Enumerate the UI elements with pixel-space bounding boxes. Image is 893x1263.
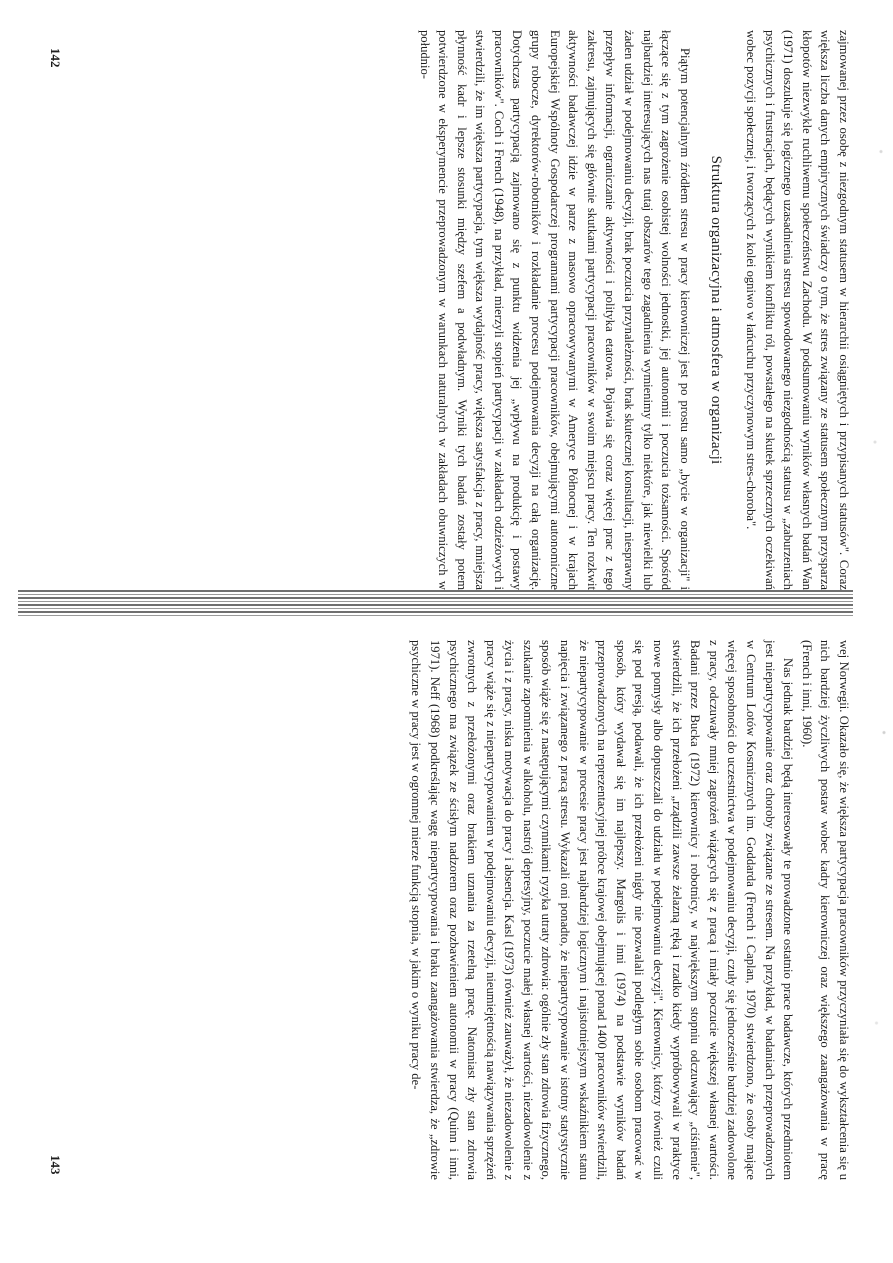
right-page — [407, 640, 853, 1180]
left-page-number: 142 — [48, 48, 63, 68]
right-page-number: 143 — [48, 1155, 63, 1175]
right-page-paragraph-2: Nas jednak bardziej będą interesowały te prowadzone ostatnio prace badawcze, których przedmiotem jest niepartycypowanie oraz choroby związane ze stresem. Na przykład, w badaniach przeprowadzonych w Centrum Lotów Kosmicznych im. Goddarda (French i Caplan, 1970) stwierdzono, że osoby mające więcej sposobności do uczestnictwa w podejmowaniu decyzji, czuły się jednocześnie bardziej zadowolone z pracy, odczuwały mniej zagrożeń wiążących się z pracą i miały poczucie większej własnej wartości. Badani przez Bucka (1972) kierownicy i robotnicy, w największym stopniu odczuwający „ciśnienie", stwierdzili, że ich przełożeni „rządzili zawsze żelazną ręką i rzadko kiedy wypróbowywali w praktyce nowe pomysły albo dopuszczali do udziału w podejmowaniu decyzji". Kierownicy, którzy również czuli się pod presją, podawali, że ich przełożeni nigdy nie pozwalali podległym sobie osobom pracować w sposób, który wydawał się im najlepszy. Margolis i inni (1974) na podstawie wyników badań przeprowadzonych na reprezentacyjnej próbce krajowej obejmującej ponad 1400 pracowników stwierdzili, że niepartycypowanie w procesie pracy jest najbardziej logicznym i najistotniejszym wskaźnikiem stanu napięcia i związanego z pracą stresu. Wykazali oni ponadto, że niepartycypowanie w istotny statystycznie sposób wiąże się z następującymi czynnikami ryzyka utraty zdrowia: ogólnie zły stan zdrowia fizycznego, szukanie zapomnienia w alkoholu, nastrój depresyjny, poczucie małej własnej wartości, niezadowolenie z życia i z pracy, niska motywacja do pracy i absencja. Kasl (1973) również zauważył, że niezadowolenie z pracy wiąże się z niepartycypowaniem w podejmowaniu decyzji, nieumiejętnością nawiązywania sprzężeń zwrotnych z przełożonymi oraz brakiem uznania za rzetelną pracę. Natomiast zły stan zdrowia psychicznego ma związek ze ścisłym nadzorem oraz pozbawieniem autonomii w pracy (Quinn i inni, 1971). Neff (1968) podkreślając wagę niepartycypowania i braku zaangażowania stwierdza, że „zdrowie psychiczne w pracy jest w ogromnej mierze funkcją stopnia, w jakim o wyniku pracy de- — [409, 640, 796, 1180]
scan-noise — [863, 0, 893, 1263]
section-heading: Struktura organizacyjna i atmosfera w organizacji — [708, 155, 725, 465]
left-page — [415, 30, 853, 590]
right-page-paragraph-1: wej Norwegii. Okazało się, że większa partycypacja pracowników przyczyniała się do wykształcenia się u nich bardziej życzliwych postaw wobec kadry kierowniczej oraz większego zaangażowania w pracę (French i inni, 1960). — [799, 640, 851, 1180]
left-page-section-paragraph-1: Piątym potencjalnym źródłem stresu w pracy kierowniczej jest po prostu samo „bycie w organizacji" i łączące się z tym zagrożenie osobistej wolności jednostki, jej autonomii i poczucia tożsamości. Spośród najbardziej interesujących nas tutaj obszarów tego zagadnienia wymienimy tylko niektóre, jak niewielki lub żaden udział w podejmowaniu decyzji, brak poczucia przynależności, brak skutecznej konsultacji, niesprawny przepływ informacji, ograniczanie aktywności i polityka etatowa. Pojawia się coraz więcej prac z tego zakresu, zajmujących się głównie skutkami partycypacji pracowników w swoim miejscu pracy. Ten rozkwit aktywności badawczej idzie w parze z masowo opracowywanymi w Ameryce Północnej i w krajach Europejskiej Wspólnoty Gospodarczej programami partycypacji pracowników, obejmującymi autonomiczne grupy robocze, dyrektorów-robotników i rozkładanie procesu podejmowania decyzji na całą organizację. Dotychczas partycypacją zajmowano się z punktu widzenia jej „wpływu na produkcję i postawy pracowników". Coch i French (1948), na przykład, mierzyli stopień partycypacji w zakładach odzieżowych i stwierdzili, że im większa partycypacja, tym większa wydajność pracy, większa satysfakcja z pracy, mniejsza płynność kadr i lepsze stosunki między szefem a podwładnym. Wyniki tych badań zostały potem potwierdzone w eksperymencie przeprowadzonym w warunkach naturalnych w zakładach obuwniczych w południo- — [417, 30, 692, 590]
left-page-paragraph-1: zajmowanej przez osobę z niezgodnym statusem w hierarchii osiągniętych i przypisanych statusów". Coraz większa liczba danych empirycznych świadczy o tym, że stres związany ze statusem społecznym przysparza kłopotów niezwykle ruchliwemu społeczeństwu Zachodu. W podsumowaniu wyników własnych badań Wan (1971) doszukuje się logicznego uzasadnienia stresu spowodowanego niezgodnością statusu w „zaburzeniach psychicznych i frustracjach, będących wynikiem konfliktu ról, powstałego na skutek sprzecznych oczekiwań wobec pozycji społecznej, i tworzących z kolei ogniwo w łańcuchu przyczynowym stres-choroba". — [744, 30, 851, 590]
book-gutter — [18, 590, 853, 618]
